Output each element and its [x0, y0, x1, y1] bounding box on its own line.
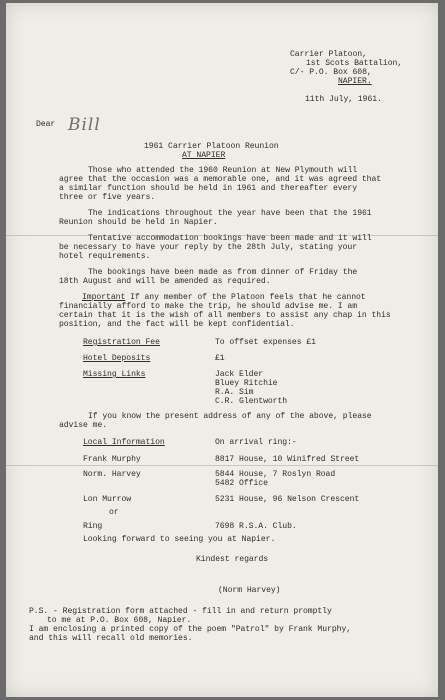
important-paragraph — [82, 293, 366, 302]
registration-fee-label: Registration Fee — [83, 338, 160, 347]
address-line: NAPIER. — [338, 77, 372, 86]
letter-date: 11th July, 1961. — [305, 95, 382, 104]
paragraph-line: hotel requirements. — [59, 252, 151, 261]
paragraph-line: financially afford to make the trip, he should advise me. I am — [59, 302, 358, 311]
registration-fee-value: To offset expenses £1 — [215, 338, 316, 347]
missing-link-name: Jack Elder — [215, 370, 264, 379]
letter-title: 1961 Carrier Platoon Reunion — [144, 142, 279, 151]
looking-forward: Looking forward to seeing you at Napier. — [83, 535, 276, 544]
letter-page — [6, 3, 438, 697]
ring-value: 7698 R.S.A. Club. — [215, 522, 297, 531]
paragraph-line: position, and the fact will be kept confidential. — [59, 320, 295, 329]
ps-line: to me at P.O. Box 608, Napier. — [47, 616, 192, 625]
paragraph-line: advise me. — [59, 421, 108, 430]
paragraph-line: Those who attended the 1960 Reunion at New Plymouth will — [88, 166, 358, 175]
paragraph-line: 18th August and will be amended as required. — [59, 277, 271, 286]
missing-link-name: C.R. Glentworth — [215, 397, 288, 406]
ps-line: P.S. - Registration form attached - fill in and return promptly — [29, 607, 332, 616]
paragraph-line: If you know the present address of any of the above, please — [88, 412, 372, 421]
contact-details: 5482 Office — [215, 479, 268, 488]
paragraph-line: Reunion should be held in Napier. — [59, 218, 218, 227]
ps-line: I am enclosing a printed copy of the poem "Patrol" by Frank Murphy, — [29, 625, 352, 634]
salutation: Dear — [36, 120, 56, 129]
missing-links-label: Missing Links — [83, 370, 146, 379]
paragraph-line: The indications throughout the year have been that the 1961 — [88, 209, 372, 218]
paragraph-line: certain that it is the wish of all members to assist any chap in this — [59, 311, 391, 320]
address-line: 1st Scots Battalion, — [306, 59, 403, 68]
contact-details: 5844 House, 7 Roslyn Road — [215, 470, 336, 479]
local-information-label: Local Information — [83, 438, 165, 447]
local-information-value: On arrival ring:- — [215, 438, 297, 447]
letter-subtitle: AT NAPIER — [182, 151, 226, 160]
ring-label: Ring — [83, 522, 103, 531]
missing-link-name: R.A. Sim — [215, 388, 254, 397]
paragraph-line: If any member of the Platoon feels that he cannot — [125, 293, 366, 302]
hotel-deposits-label: Hotel Deposits — [83, 354, 151, 363]
paragraph-line: agree that the occasion was a memorable one, and it was agreed that — [59, 175, 382, 184]
contact-name: Norm. Harvey — [83, 470, 141, 479]
signature: (Norm Harvey) — [218, 586, 281, 595]
closing: Kindest regards — [196, 555, 269, 564]
address-line: C/- P.O. Box 608, — [290, 68, 372, 77]
important-label: Important — [82, 293, 126, 302]
paragraph-line: Tentative accommodation bookings have been made and it will — [88, 234, 372, 243]
or-text: or — [109, 508, 119, 517]
contact-name: Lon Murrow — [83, 495, 132, 504]
contact-details: 8817 House, 10 Winifred Street — [215, 455, 360, 464]
missing-link-name: Bluey Ritchie — [215, 379, 278, 388]
paragraph-line: a similar function should be held in 1961 and thereafter every — [59, 184, 358, 193]
address-line: Carrier Platoon, — [290, 50, 367, 59]
paragraph-line: be necessary to have your reply by the 28th July, stating your — [59, 243, 358, 252]
handwritten-recipient: Bill — [68, 115, 101, 135]
hotel-deposits-value: £1 — [215, 354, 225, 363]
paragraph-line: The bookings have been made as from dinner of Friday the — [88, 268, 358, 277]
ps-line: and this will recall old memories. — [29, 634, 193, 643]
contact-name: Frank Murphy — [83, 455, 141, 464]
fold-line — [6, 465, 438, 466]
paragraph-line: three or five years. — [59, 193, 156, 202]
contact-details: 5231 House, 96 Nelson Crescent — [215, 495, 360, 504]
